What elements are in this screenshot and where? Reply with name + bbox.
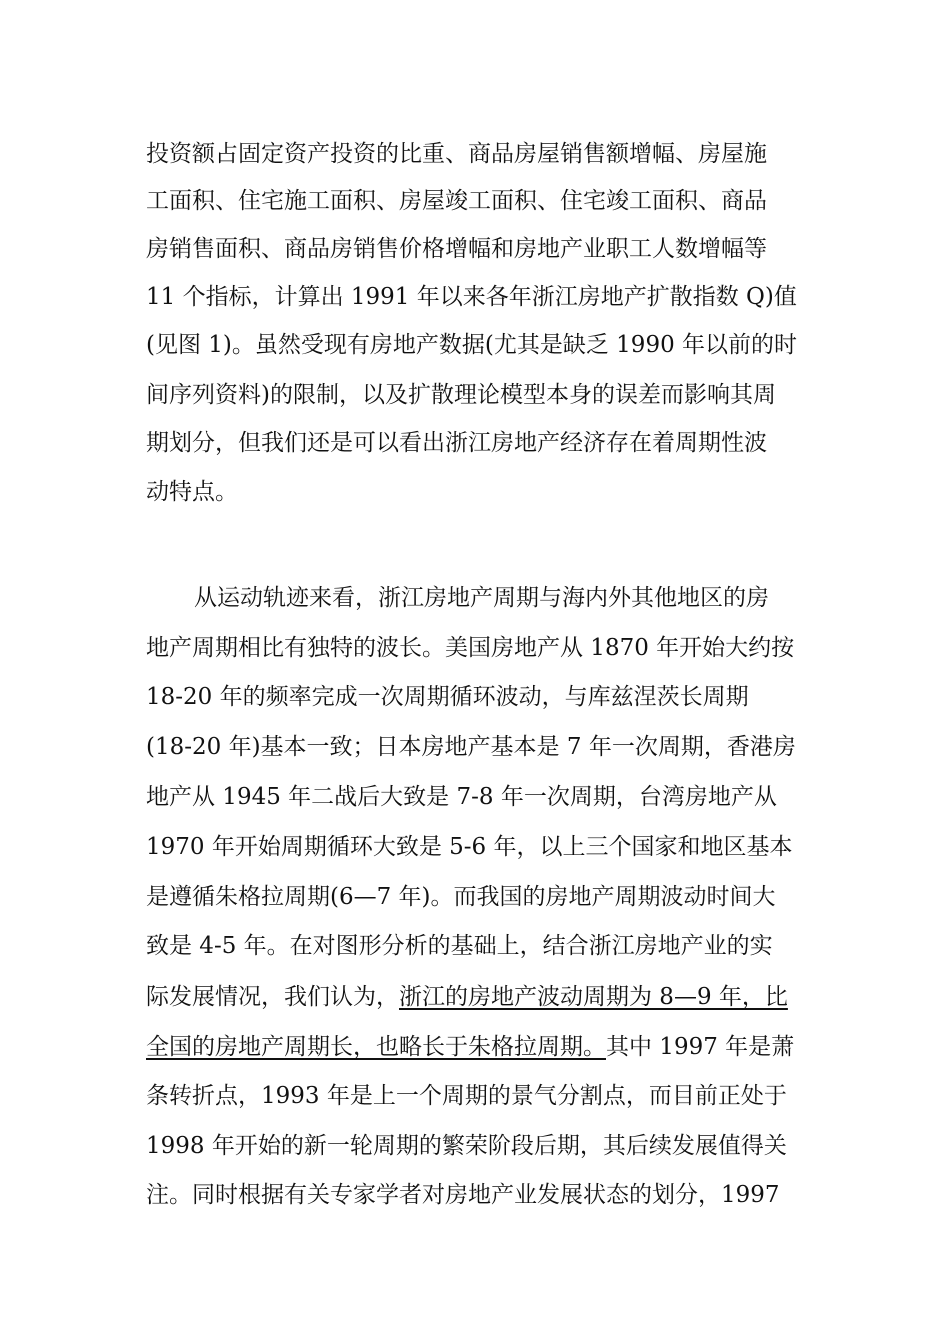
paragraph-2-line-3: 18-20 年的频率完成一次周期循环波动，与库兹涅茨长周期 bbox=[146, 684, 749, 710]
paragraph-2-line-1: 从运动轨迹来看，浙江房地产周期与海内外其他地区的房 bbox=[194, 585, 769, 611]
paragraph-2-line-12: 1998 年开始的新一轮周期的繁荣阶段后期，其后续发展值得关 bbox=[146, 1133, 787, 1159]
paragraph-2-line-5: 地产从 1945 年二战后大致是 7-8 年一次周期，台湾房地产从 bbox=[146, 784, 777, 810]
line-9-text: 际发展情况，我们认为， bbox=[146, 984, 399, 1010]
paragraph-2-line-8: 致是 4-5 年。在对图形分析的基础上，结合浙江房地产业的实 bbox=[146, 933, 773, 959]
paragraph-1-line-6: 间序列资料)的限制，以及扩散理论模型本身的误差而影响其周 bbox=[146, 382, 776, 408]
paragraph-2-line-6: 1970 年开始周期循环大致是 5-6 年，以上三个国家和地区基本 bbox=[146, 834, 793, 860]
paragraph-1-line-2: 工面积、住宅施工面积、房屋竣工面积、住宅竣工面积、商品 bbox=[146, 188, 767, 214]
line-10-text: 其中 1997 年是萧 bbox=[606, 1034, 795, 1060]
paragraph-2-line-4: (18-20 年)基本一致；日本房地产基本是 7 年一次周期，香港房 bbox=[146, 734, 796, 760]
paragraph-2-line-11: 条转折点，1993 年是上一个周期的景气分割点，而目前正处于 bbox=[146, 1083, 787, 1109]
paragraph-1-line-7: 期划分，但我们还是可以看出浙江房地产经济存在着周期性波 bbox=[146, 430, 767, 456]
paragraph-2-line-7: 是遵循朱格拉周期(6—7 年)。而我国的房地产周期波动时间大 bbox=[146, 884, 776, 910]
paragraph-2-line-9 bbox=[146, 982, 788, 1012]
paragraph-2-line-13: 注。同时根据有关专家学者对房地产业发展状态的划分，1997 bbox=[146, 1182, 780, 1208]
paragraph-1-line-1: 投资额占固定资产投资的比重、商品房屋销售额增幅、房屋施 bbox=[146, 141, 767, 167]
underlined-conclusion-part-1: 浙江的房地产波动周期为 8—9 年，比 bbox=[399, 984, 788, 1010]
paragraph-2-line-10 bbox=[146, 1032, 794, 1062]
paragraph-1-line-4: 11 个指标，计算出 1991 年以来各年浙江房地产扩散指数 Q)值 bbox=[146, 284, 797, 310]
paragraph-2-line-2: 地产周期相比有独特的波长。美国房地产从 1870 年开始大约按 bbox=[146, 635, 795, 661]
underlined-conclusion-part-2: 全国的房地产周期长，也略长于朱格拉周期。 bbox=[146, 1034, 606, 1060]
paragraph-1-line-8: 动特点。 bbox=[146, 479, 238, 505]
paragraph-1-line-3: 房销售面积、商品房销售价格增幅和房地产业职工人数增幅等 bbox=[146, 236, 767, 262]
paragraph-1-line-5: (见图 1)。虽然受现有房地产数据(尤其是缺乏 1990 年以前的时 bbox=[146, 332, 798, 358]
